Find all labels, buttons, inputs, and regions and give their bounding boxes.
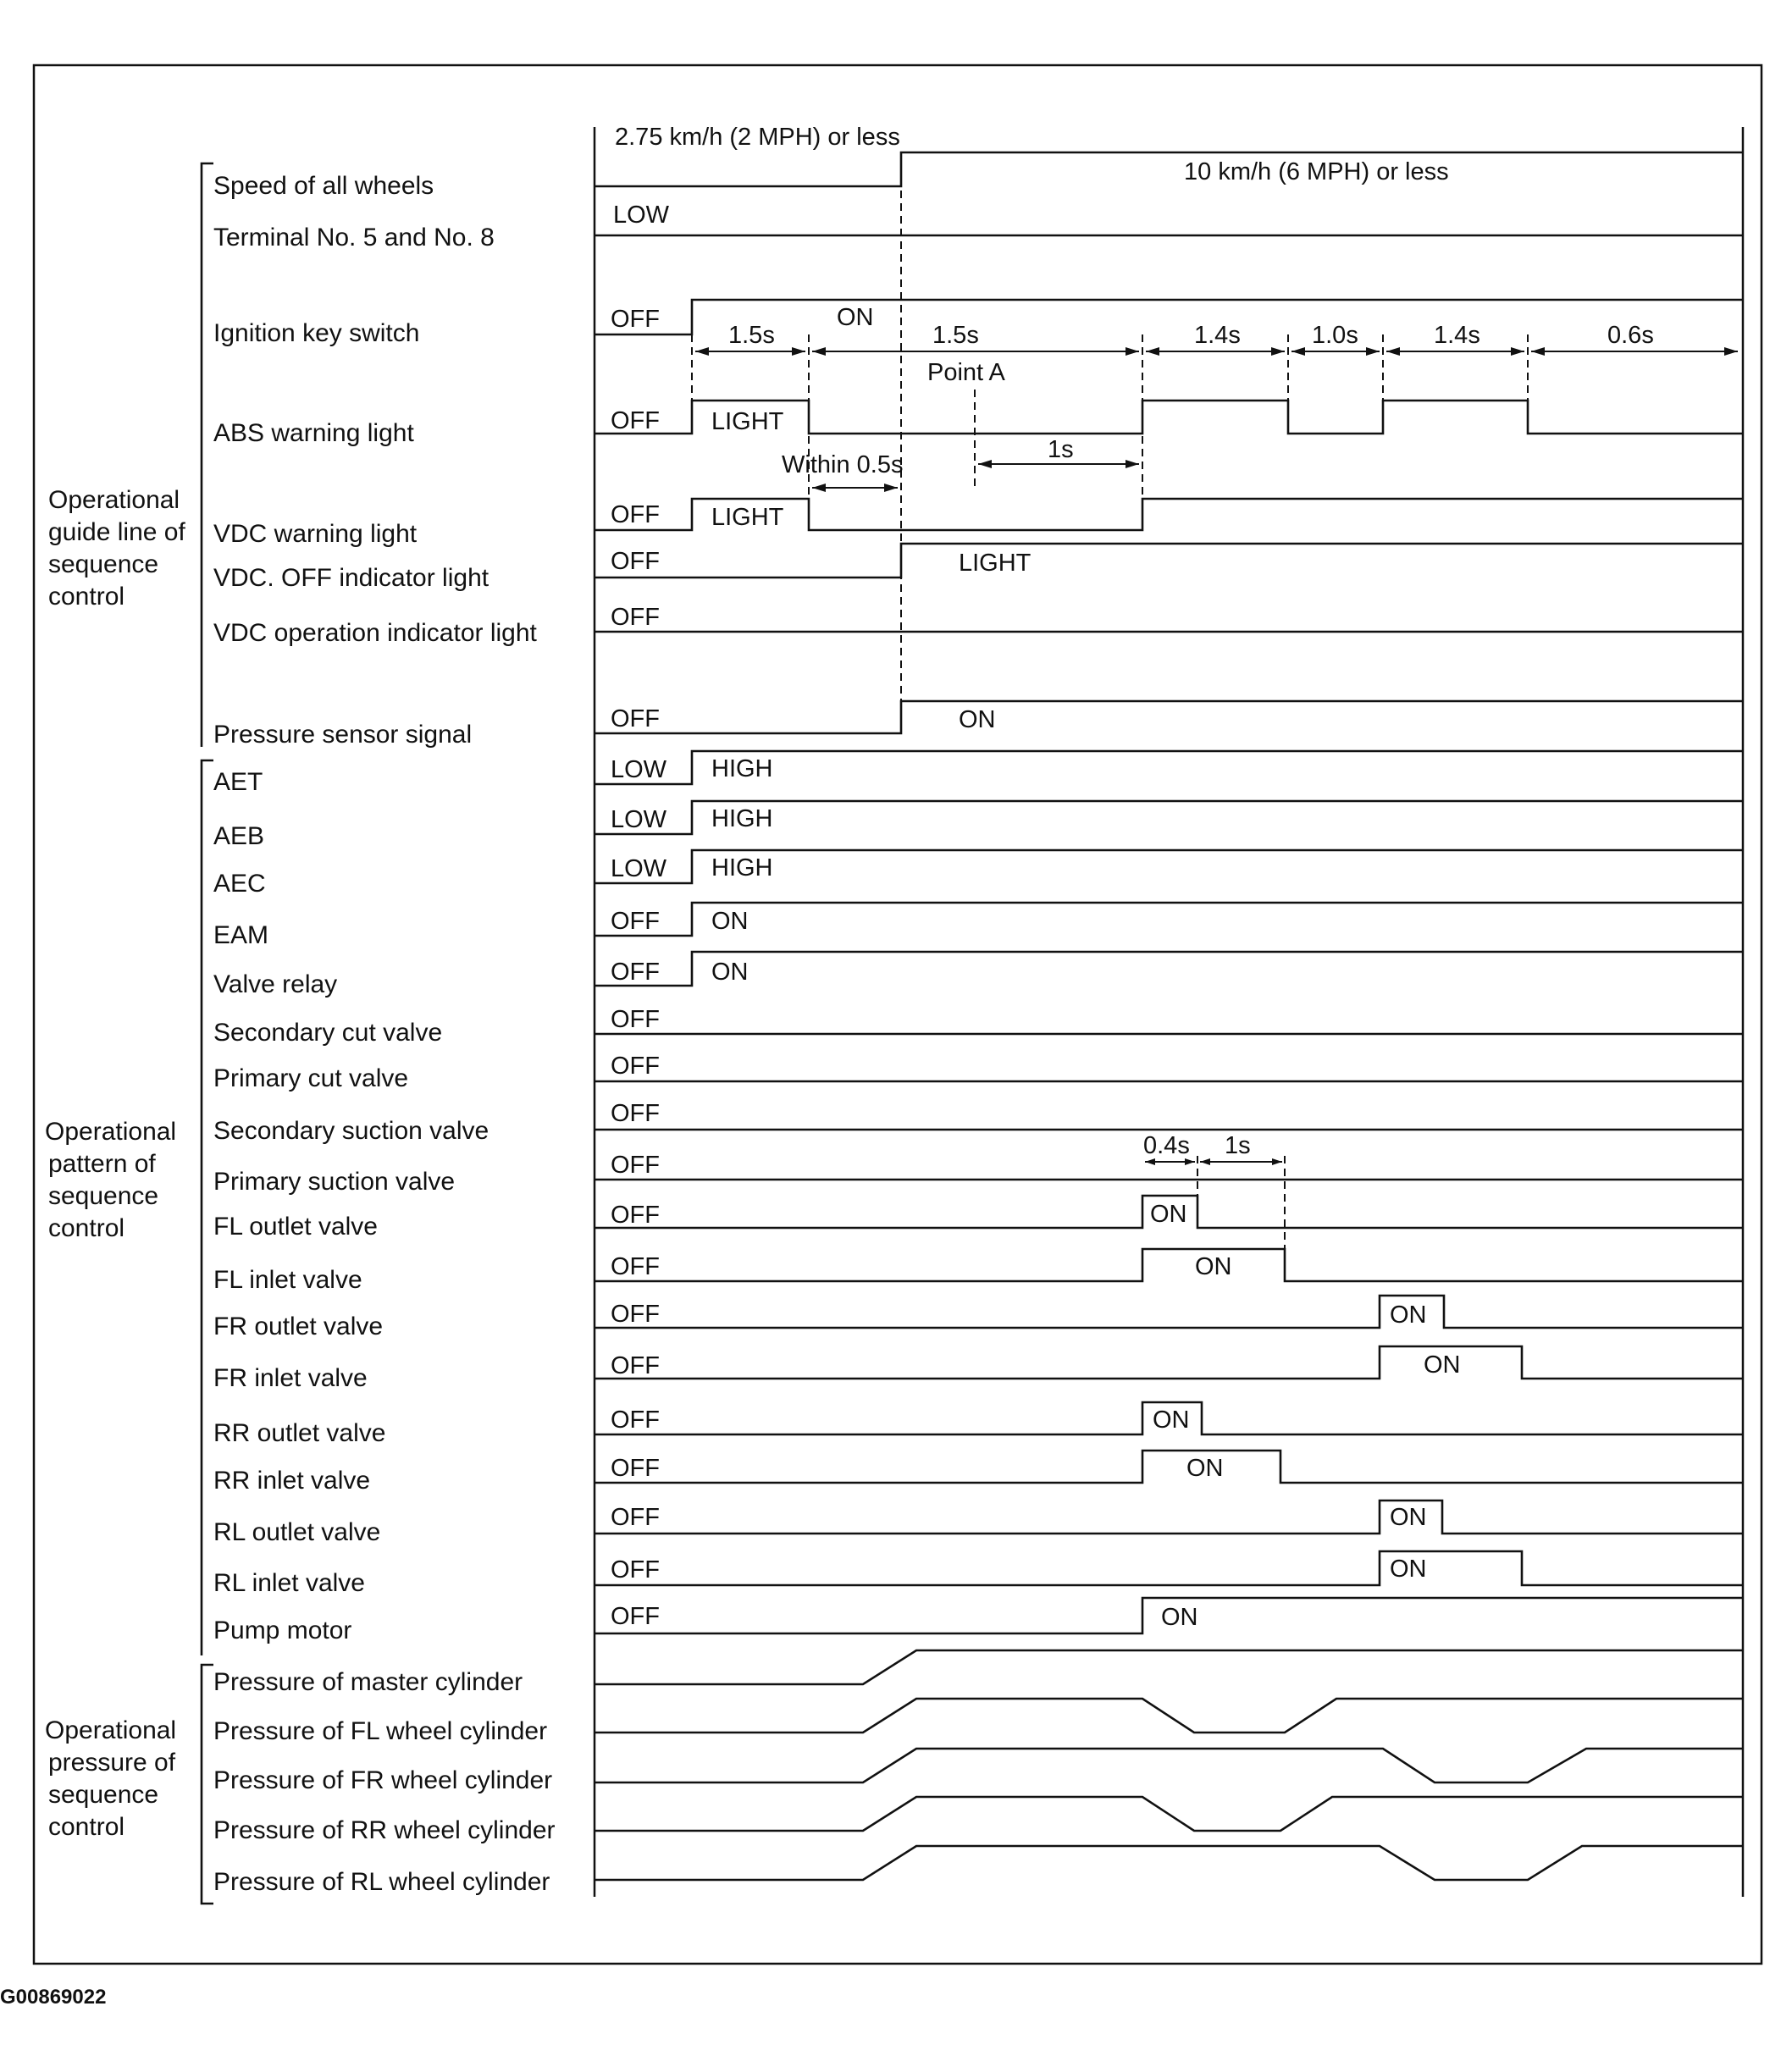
timing-label-short-b: 1s [1225,1132,1251,1159]
arrowhead [812,484,826,492]
signal-label: Ignition key switch [213,319,420,347]
signal-label: Secondary cut valve [213,1019,443,1047]
state-label: OFF [611,1253,660,1280]
signal-label: Pressure of RL wheel cylinder [213,1868,550,1896]
arrowhead [884,484,898,492]
state-label: ON [1150,1201,1187,1228]
arrowhead [1272,1158,1282,1165]
state-label: ON [959,706,996,733]
arrowhead [1724,347,1738,356]
state-label: OFF [611,908,660,935]
state-label: OFF [611,1301,660,1328]
waveform-pressure-rl [595,1846,1743,1880]
waveform-rr-inlet [595,1451,1743,1483]
signal-label: RL inlet valve [213,1569,365,1597]
arrowhead [1531,347,1545,356]
signal-labels [213,172,556,1896]
arrowhead [1386,347,1400,356]
state-label: LIGHT [959,550,1032,577]
signal-label: Pressure of master cylinder [213,1668,523,1696]
timing-label-within: Within 0.5s [782,451,904,478]
state-label: OFF [611,604,660,631]
state-label: OFF [611,705,660,732]
group-label-pattern: Operational pattern of sequence control [45,1118,177,1242]
state-label: OFF [611,1504,660,1531]
pressure-bracket [202,1665,213,1904]
signal-label: RR inlet valve [213,1467,371,1495]
state-label: OFF [611,407,660,434]
arrowhead [1145,1158,1155,1165]
waveform-valve-relay [595,952,1743,986]
signal-label: VDC warning light [213,520,418,548]
signal-label: AEC [213,870,266,898]
group-label-pressure: Operational pressure of sequence control [45,1716,177,1841]
signal-label: Primary cut valve [213,1064,409,1092]
signal-label: FR outlet valve [213,1313,384,1340]
state-label: OFF [611,1202,660,1229]
waveform-pressure-fr [595,1749,1743,1782]
timing-label-one-s: 1s [1048,436,1074,463]
timing-label-t2: 1.5s [932,322,979,349]
signal-label: Pump motor [213,1617,352,1644]
waveform-eam [595,903,1743,936]
state-label: HIGH [711,755,773,782]
state-label: ON [1161,1604,1198,1631]
speed-note-lower: 10 km/h (6 MPH) or less [1184,158,1449,185]
waveform-rl-outlet [595,1501,1743,1534]
state-label: ON [1195,1253,1232,1280]
state-label: OFF [611,548,660,575]
signal-label: Speed of all wheels [213,172,434,200]
signal-label: AET [213,768,263,796]
waveform-fr-outlet [595,1296,1743,1328]
waveform-pressure-rr [595,1797,1743,1831]
signal-label: Primary suction valve [213,1168,456,1196]
timing-label-t3: 1.4s [1194,322,1241,349]
arrowhead [1366,347,1380,356]
waveform-rl-inlet [595,1551,1743,1585]
arrowhead [1126,460,1139,468]
signal-label: RL outlet valve [213,1518,381,1546]
arrowhead [1511,347,1524,356]
signal-label: VDC. OFF indicator light [213,564,489,592]
signal-label: Pressure sensor signal [213,721,473,749]
state-label: ON [1390,1302,1427,1329]
state-label: LOW [611,806,667,833]
signal-label: Secondary suction valve [213,1117,489,1145]
state-label: LOW [611,855,667,882]
signal-label: Terminal No. 5 and No. 8 [213,224,495,251]
timing-label-t5: 1.4s [1434,322,1480,349]
state-label: LIGHT [711,408,784,435]
waveform-pressure-fl [595,1699,1743,1733]
signal-label: ABS warning light [213,419,414,447]
timing-label-short-a: 0.4s [1143,1132,1190,1159]
arrowhead [1200,1158,1210,1165]
signal-label: FL inlet valve [213,1266,362,1294]
state-label: OFF [611,1352,660,1379]
arrowhead [792,347,805,356]
state-label: ON [711,959,749,986]
signal-label: RR outlet valve [213,1419,386,1447]
signal-label: VDC operation indicator light [213,619,537,647]
waveform-vdc-off [595,544,1743,578]
timing-label-t1: 1.5s [728,322,775,349]
timing-label-t6: 0.6s [1607,322,1654,349]
waveform-pressure-sensor [595,701,1743,733]
state-label: LOW [613,202,670,229]
waveform-pressure-master [595,1650,1743,1684]
state-label: HIGH [711,805,773,832]
arrowhead [1185,1158,1195,1165]
arrowhead [1291,347,1305,356]
state-label: LOW [611,756,667,783]
state-label: OFF [611,1603,660,1630]
state-label: ON [837,304,874,331]
signal-label: Pressure of FR wheel cylinder [213,1766,553,1794]
signal-label: FR inlet valve [213,1364,368,1392]
state-label: ON [711,908,749,935]
signal-label: Pressure of RR wheel cylinder [213,1816,556,1844]
state-label: HIGH [711,854,773,882]
arrowhead [695,347,709,356]
state-label: OFF [611,501,660,528]
arrowhead [1271,347,1285,356]
signal-label: FL outlet valve [213,1213,378,1241]
state-label: OFF [611,1556,660,1583]
timing-label-t4: 1.0s [1312,322,1358,349]
waveform-fr-inlet [595,1346,1743,1379]
state-label: LIGHT [711,504,784,531]
signal-label: Pressure of FL wheel cylinder [213,1717,548,1745]
point-a-label: Point A [927,359,1005,386]
pattern-bracket [202,760,213,1655]
figure-id: G00869022 [0,1986,107,2009]
state-label: OFF [611,1053,660,1080]
arrowhead [978,460,992,468]
arrowhead [1126,347,1139,356]
state-label: ON [1390,1556,1427,1583]
speed-note-upper: 2.75 km/h (2 MPH) or less [615,124,900,151]
state-label: ON [1424,1351,1461,1379]
signal-label: Valve relay [213,970,338,998]
group-label-guide-line: Operational guide line of sequence control [48,486,185,611]
guide-line-bracket [202,163,213,747]
state-label: OFF [611,1455,660,1482]
state-label: OFF [611,1006,660,1033]
waveform-fl-inlet [595,1249,1743,1281]
state-label: ON [1186,1455,1224,1482]
state-label: OFF [611,1100,660,1127]
state-labels [611,202,1461,1631]
signal-label: AEB [213,822,265,850]
arrowhead [812,347,826,356]
state-label: OFF [611,1152,660,1179]
state-label: OFF [611,959,660,986]
state-label: ON [1153,1407,1190,1434]
arrowhead [1146,347,1159,356]
state-label: OFF [611,306,660,333]
waveform-speed [595,152,1743,186]
state-label: OFF [611,1407,660,1434]
state-label: ON [1390,1504,1427,1531]
signal-label: EAM [213,921,269,949]
